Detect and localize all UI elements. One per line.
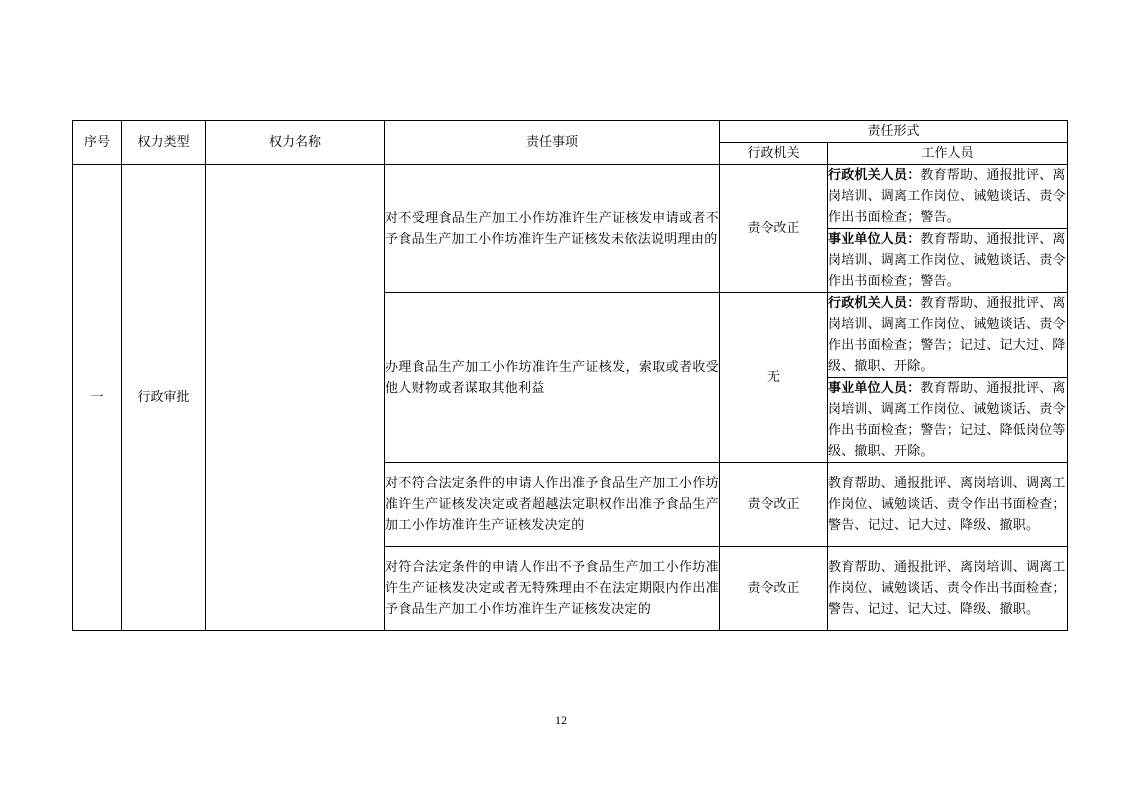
staff-label-admin: 行政机关人员： bbox=[828, 296, 921, 311]
agency-cell: 无 bbox=[720, 293, 828, 463]
duty-cell: 对符合法定条件的申请人作出不予食品生产加工小作坊准许生产证核发决定或者无特殊理由不在法定期限内作出准予食品生产加工小作坊准许生产证核发决定的 bbox=[385, 547, 720, 631]
staff-cell-institution bbox=[828, 378, 1068, 463]
agency-cell: 责令改正 bbox=[720, 547, 828, 631]
header-power-name: 权力名称 bbox=[206, 121, 385, 165]
header-seq: 序号 bbox=[73, 121, 122, 165]
staff-text-admin: 教育帮助、通报批评、离岗培训、调离工作岗位、诫勉谈话、责令作出书面检查；警告；记过、记大过、降级、撤职、开除。 bbox=[828, 296, 1066, 374]
responsibility-table bbox=[72, 120, 1068, 631]
staff-label-admin: 行政机关人员： bbox=[828, 168, 921, 183]
agency-cell: 责令改正 bbox=[720, 165, 828, 293]
staff-label-institution: 事业单位人员： bbox=[828, 232, 921, 247]
header-staff: 工作人员 bbox=[828, 143, 1068, 165]
staff-text-institution: 教育帮助、通报批评、离岗培训、调离工作岗位、诫勉谈话、责令作出书面检查；警告。 bbox=[828, 232, 1066, 289]
staff-cell: 教育帮助、通报批评、离岗培训、调离工作岗位、诫勉谈话、责令作出书面检查；警告、记过、记大过、降级、撤职。 bbox=[828, 463, 1068, 547]
staff-cell: 教育帮助、通报批评、离岗培训、调离工作岗位、诫勉谈话、责令作出书面检查；警告、记过、记大过、降级、撤职。 bbox=[828, 547, 1068, 631]
staff-text-admin: 教育帮助、通报批评、离岗培训、调离工作岗位、诫勉谈话、责令作出书面检查；警告。 bbox=[828, 168, 1066, 225]
power-name-cell bbox=[206, 165, 385, 631]
staff-cell-admin bbox=[828, 293, 1068, 378]
header-agency: 行政机关 bbox=[720, 143, 828, 165]
seq-cell: 一 bbox=[73, 165, 122, 631]
header-responsibility-form: 责任形式 bbox=[720, 121, 1068, 143]
duty-cell: 对不受理食品生产加工小作坊准许生产证核发申请或者不予食品生产加工小作坊准许生产证核发未依法说明理由的 bbox=[385, 165, 720, 293]
header-responsibility: 责任事项 bbox=[385, 121, 720, 165]
header-power-type: 权力类型 bbox=[122, 121, 206, 165]
power-type-cell: 行政审批 bbox=[122, 165, 206, 631]
staff-cell-admin bbox=[828, 165, 1068, 229]
page-number: 12 bbox=[555, 713, 567, 727]
duty-cell: 办理食品生产加工小作坊准许生产证核发，索取或者收受他人财物或者谋取其他利益 bbox=[385, 293, 720, 463]
staff-text-institution: 教育帮助、通报批评、离岗培训、调离工作岗位、诫勉谈话、责令作出书面检查；警告；记过、降低岗位等级、撤职、开除。 bbox=[828, 381, 1066, 459]
agency-cell: 责令改正 bbox=[720, 463, 828, 547]
duty-cell: 对不符合法定条件的申请人作出准予食品生产加工小作坊准许生产证核发决定或者超越法定职权作出准予食品生产加工小作坊准许生产证核发决定的 bbox=[385, 463, 720, 547]
staff-label-institution: 事业单位人员： bbox=[828, 381, 921, 396]
staff-cell-institution bbox=[828, 229, 1068, 293]
